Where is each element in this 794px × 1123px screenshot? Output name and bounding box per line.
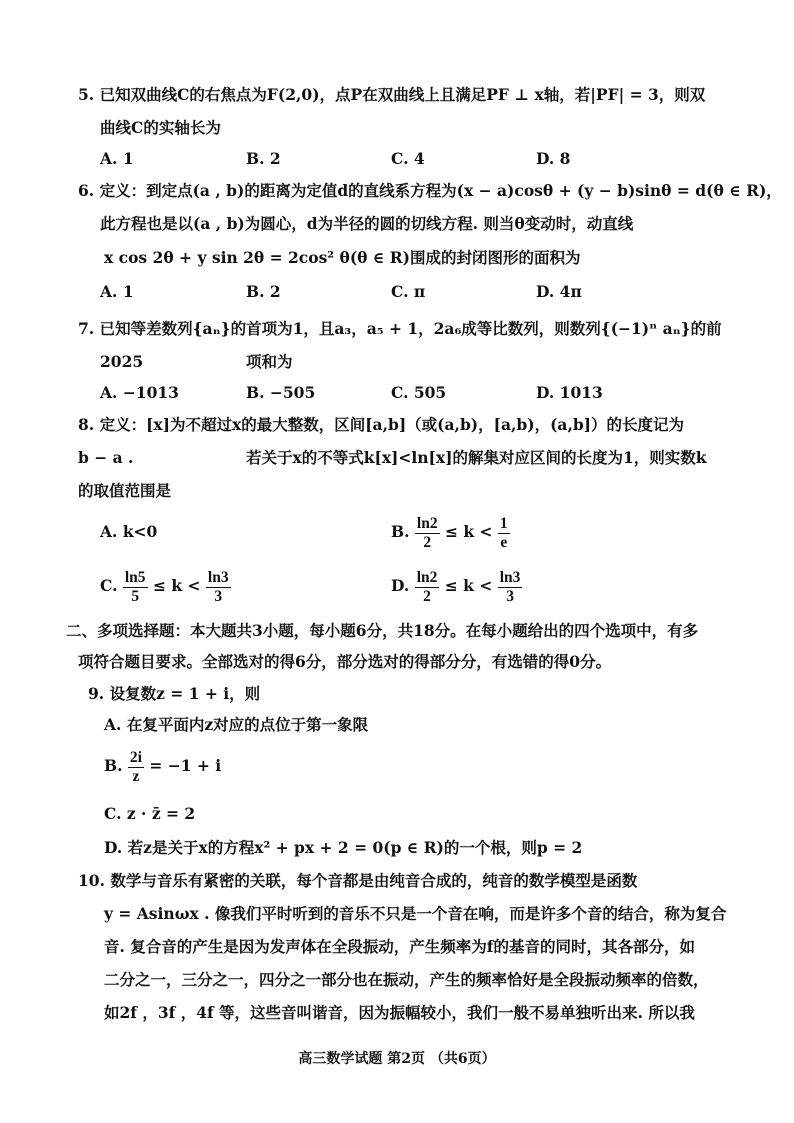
q8-option-d-fraction-2: $\frac{\ln 3}{3}$	[499, 568, 521, 605]
q9-option-c: C. z · z̄ = 2	[104, 804, 196, 823]
q9-option-b-fraction: $\frac{2i}{z}$	[129, 748, 142, 785]
q7-option-b: B. −505	[246, 383, 316, 402]
q8-option-c-fraction-2: $\frac{\ln 3}{3}$	[207, 568, 229, 605]
q9-option-b	[104, 746, 221, 786]
q7-option-d: D. 1013	[536, 383, 603, 402]
q8-stem-line2b: 若关于x的不等式k[x]<ln[x]的解集对应区间的长度为1，则实数k	[246, 448, 707, 467]
q8-option-c-fraction-1: $\frac{\ln 5}{5}$	[124, 568, 146, 605]
q8-stem-line2a: b − a .	[78, 448, 134, 467]
q10-stem-line5: 如2f ，3f ，4f 等，这些音叫谐音，因为振幅较小，我们一般不易单独听出来. 所以我	[104, 1003, 695, 1022]
q8-option-d-relation: ≤ k <	[444, 576, 493, 595]
q8-option-d	[391, 566, 522, 606]
q7-option-c: C. 505	[391, 383, 447, 402]
page-footer: 高三数学试题 第2页 （共6页）	[298, 1051, 496, 1067]
q9-option-b-result: = −1 + i	[149, 756, 222, 775]
q6-option-c: C. π	[391, 282, 426, 301]
q5-stem-line2: 曲线C的实轴长为	[100, 118, 221, 137]
q7-stem-line2-number: 2025	[100, 352, 144, 371]
q8-option-b-label: B.	[391, 522, 410, 541]
q6-stem-line2: 此方程也是以(a , b)为圆心，d为半径的圆的切线方程. 则当θ变动时，动直线	[100, 214, 634, 233]
q5-stem-line1: 5. 已知双曲线C的右焦点为F(2,0)，点P在双曲线上且满足PF ⊥ x轴，若|PF| = 3，则双	[78, 85, 706, 104]
section2-heading-line2: 项符合题目要求。全部选对的得6分，部分选对的得部分分，有选错的得0分。	[78, 652, 612, 671]
q10-stem-line1: 10. 数学与音乐有紧密的关联，每个音都是由纯音合成的，纯音的数学模型是函数	[78, 871, 638, 890]
q8-option-b-fraction-2: $\frac{1}{e}$	[499, 514, 508, 551]
q7-stem-line1: 7. 已知等差数列{aₙ}的首项为1，且a₃，a₅ + 1，2a₆成等比数列，则数列{(−1)ⁿ aₙ}的前	[78, 319, 722, 338]
q5-option-d: D. 8	[536, 149, 571, 168]
q8-option-c-relation: ≤ k <	[152, 576, 201, 595]
q10-stem-line4: 二分之一，三分之一，四分之一部分也在振动，产生的频率恰好是全段振动频率的倍数，	[104, 970, 709, 989]
q8-option-b-relation: ≤ k <	[445, 522, 493, 541]
q8-option-b-fraction-1: $\frac{\ln 2}{2}$	[416, 514, 438, 551]
q5-option-a: A. 1	[100, 149, 134, 168]
q8-option-a: A. k<0	[100, 522, 158, 541]
q8-option-d-label: D.	[391, 576, 410, 595]
q8-option-c	[100, 566, 231, 606]
q9-option-b-label: B.	[104, 756, 123, 775]
q8-stem-line1: 8. 定义：[x]为不超过x的最大整数，区间[a,b]（或(a,b)，[a,b)，(a,b]）的长度记为	[78, 415, 685, 434]
q5-option-b: B. 2	[246, 149, 281, 168]
section2-heading-line1: 二、多项选择题：本大题共3小题，每小题6分，共18分。在每小题给出的四个选项中，有多	[66, 621, 699, 640]
q8-option-c-label: C.	[100, 576, 118, 595]
q6-option-a: A. 1	[100, 282, 134, 301]
q8-option-d-fraction-1: $\frac{\ln 2}{2}$	[416, 568, 438, 605]
q9-option-a: A. 在复平面内z对应的点位于第一象限	[104, 715, 369, 734]
q6-option-b: B. 2	[246, 282, 281, 301]
q5-option-c: C. 4	[391, 149, 425, 168]
q8-stem-line3: 的取值范围是	[78, 481, 172, 500]
q10-stem-line3: 音. 复合音的产生是因为发声体在全段振动，产生频率为f的基音的同时，其各部分，如	[104, 937, 695, 956]
q7-option-a: A. −1013	[100, 383, 179, 402]
q6-stem-line3: x cos 2θ + y sin 2θ = 2cos² θ(θ ∈ R)围成的封闭图形的面积为	[104, 248, 581, 267]
q7-stem-line2-text: 项和为	[246, 352, 293, 371]
q9-option-d: D. 若z是关于x的方程x² + px + 2 = 0(p ∈ R)的一个根，则p = 2	[104, 838, 583, 857]
q10-stem-line2: y = Asinωx . 像我们平时听到的音乐不只是一个音在响，而是许多个音的结合，称为复合	[104, 904, 727, 923]
q8-option-b	[391, 512, 510, 552]
q6-stem-line1: 6. 定义：到定点(a , b)的距离为定值d的直线系方程为(x − a)cosθ + (y − b)sinθ = d(θ ∈ R)，	[78, 181, 782, 200]
q9-stem: 9. 设复数z = 1 + i，则	[88, 684, 261, 703]
q6-option-d: D. 4π	[536, 282, 582, 301]
